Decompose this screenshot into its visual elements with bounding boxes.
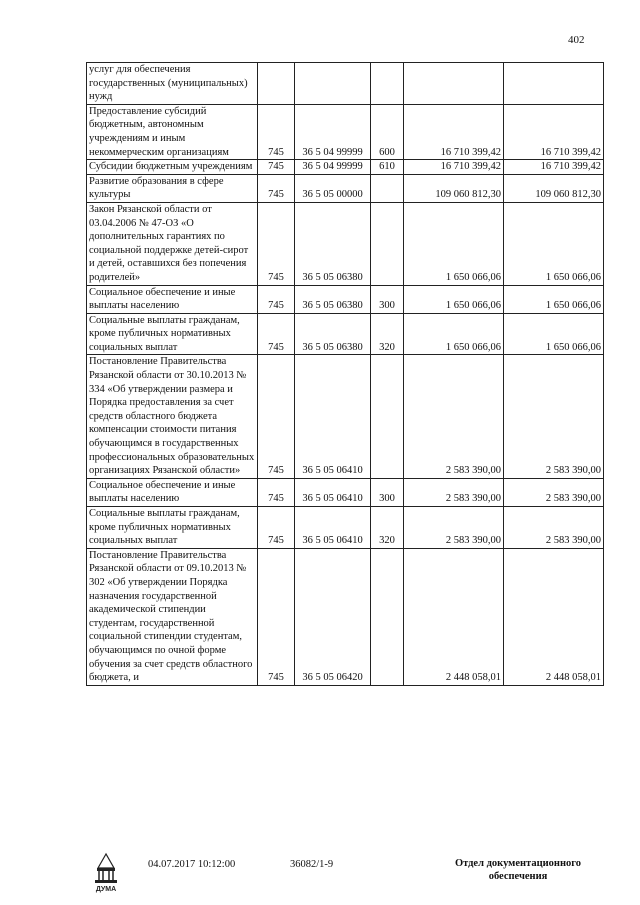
footer-datetime: 04.07.2017 10:12:00 [148, 859, 236, 870]
row-name: Предоставление субсидий бюджетным, автономным учреждениям и иным некоммерческим организациям [87, 104, 258, 159]
row-code: 745 [258, 174, 295, 202]
row-amount-planned [404, 63, 504, 105]
table-row [87, 478, 604, 506]
row-expense-type [371, 202, 404, 285]
row-code [258, 63, 295, 105]
row-amount-planned: 1 650 066,06 [404, 285, 504, 313]
logo-text: ДУМА [95, 886, 117, 893]
table-row [87, 548, 604, 685]
budget-table [86, 62, 604, 686]
row-expense-type: 300 [371, 285, 404, 313]
row-target-item: 36 5 05 00000 [295, 174, 371, 202]
row-code: 745 [258, 160, 295, 175]
row-expense-type: 320 [371, 507, 404, 549]
row-name: услуг для обеспечения государственных (муниципальных) нужд [87, 63, 258, 105]
table-body [87, 63, 604, 686]
row-expense-type [371, 63, 404, 105]
row-amount-actual [504, 63, 604, 105]
row-amount-actual: 2 583 390,00 [504, 478, 604, 506]
row-amount-planned: 1 650 066,06 [404, 202, 504, 285]
row-target-item: 36 5 05 06380 [295, 202, 371, 285]
row-target-item: 36 5 05 06420 [295, 548, 371, 685]
table-row [87, 355, 604, 478]
row-name: Социальное обеспечение и иные выплаты населению [87, 478, 258, 506]
row-expense-type [371, 174, 404, 202]
row-expense-type: 300 [371, 478, 404, 506]
row-name: Постановление Правительства Рязанской области от 09.10.2013 № 302 «Об утверждении Порядка назначения государственной академической стипендии студентам, государственной социальной стипендии студентам, обучающимся по очной форме обучения за счет средств областного бюджета, и [87, 548, 258, 685]
row-amount-planned: 1 650 066,06 [404, 313, 504, 355]
row-amount-planned: 2 583 390,00 [404, 478, 504, 506]
row-target-item: 36 5 04 99999 [295, 104, 371, 159]
row-target-item: 36 5 05 06410 [295, 507, 371, 549]
row-amount-actual: 2 583 390,00 [504, 507, 604, 549]
footer-doc-number: 36082/1-9 [290, 859, 334, 870]
row-amount-planned: 2 583 390,00 [404, 355, 504, 478]
table-row [87, 104, 604, 159]
row-code: 745 [258, 478, 295, 506]
row-target-item: 36 5 05 06380 [295, 285, 371, 313]
row-code: 745 [258, 285, 295, 313]
row-amount-actual: 2 583 390,00 [504, 355, 604, 478]
page-number: 402 [568, 34, 585, 46]
row-amount-actual: 1 650 066,06 [504, 313, 604, 355]
row-amount-actual: 2 448 058,01 [504, 548, 604, 685]
row-amount-planned: 109 060 812,30 [404, 174, 504, 202]
row-amount-actual: 1 650 066,06 [504, 202, 604, 285]
row-name: Субсидии бюджетным учреждениям [87, 160, 258, 175]
row-amount-planned: 16 710 399,42 [404, 104, 504, 159]
row-target-item: 36 5 05 06410 [295, 355, 371, 478]
row-amount-planned: 2 583 390,00 [404, 507, 504, 549]
row-target-item: 36 5 04 99999 [295, 160, 371, 175]
table-row [87, 174, 604, 202]
row-code: 745 [258, 202, 295, 285]
table-row [87, 160, 604, 175]
table-row [87, 63, 604, 105]
table-row [87, 285, 604, 313]
row-amount-actual: 109 060 812,30 [504, 174, 604, 202]
row-name: Социальные выплаты гражданам, кроме публичных нормативных социальных выплат [87, 507, 258, 549]
row-code: 745 [258, 104, 295, 159]
row-target-item: 36 5 05 06410 [295, 478, 371, 506]
row-expense-type [371, 548, 404, 685]
row-name: Закон Рязанской области от 03.04.2006 № 47-ОЗ «О дополнительных гарантиях по социальной поддержке детей-сирот и детей, оставшихся без попечения родителей» [87, 202, 258, 285]
row-amount-planned: 2 448 058,01 [404, 548, 504, 685]
row-expense-type: 610 [371, 160, 404, 175]
row-amount-planned: 16 710 399,42 [404, 160, 504, 175]
row-expense-type: 320 [371, 313, 404, 355]
footer-department: Отдел документационного обеспечения [454, 858, 582, 882]
row-target-item [295, 63, 371, 105]
table-row [87, 507, 604, 549]
row-name: Развитие образования в сфере культуры [87, 174, 258, 202]
duma-logo [84, 850, 128, 894]
row-amount-actual: 16 710 399,42 [504, 160, 604, 175]
row-expense-type: 600 [371, 104, 404, 159]
row-expense-type [371, 355, 404, 478]
table-row [87, 202, 604, 285]
row-name: Социальные выплаты гражданам, кроме публичных нормативных социальных выплат [87, 313, 258, 355]
row-amount-actual: 16 710 399,42 [504, 104, 604, 159]
table-row [87, 313, 604, 355]
row-code: 745 [258, 355, 295, 478]
row-name: Социальное обеспечение и иные выплаты населению [87, 285, 258, 313]
row-code: 745 [258, 313, 295, 355]
row-code: 745 [258, 507, 295, 549]
row-name: Постановление Правительства Рязанской области от 30.10.2013 № 334 «Об утверждении размера и Порядка предоставления за счет средств областного бюджета компенсации стоимости питания обучающимся в государственных профессиональных образовательных организациях Рязанской области» [87, 355, 258, 478]
row-amount-actual: 1 650 066,06 [504, 285, 604, 313]
row-code: 745 [258, 548, 295, 685]
row-target-item: 36 5 05 06380 [295, 313, 371, 355]
